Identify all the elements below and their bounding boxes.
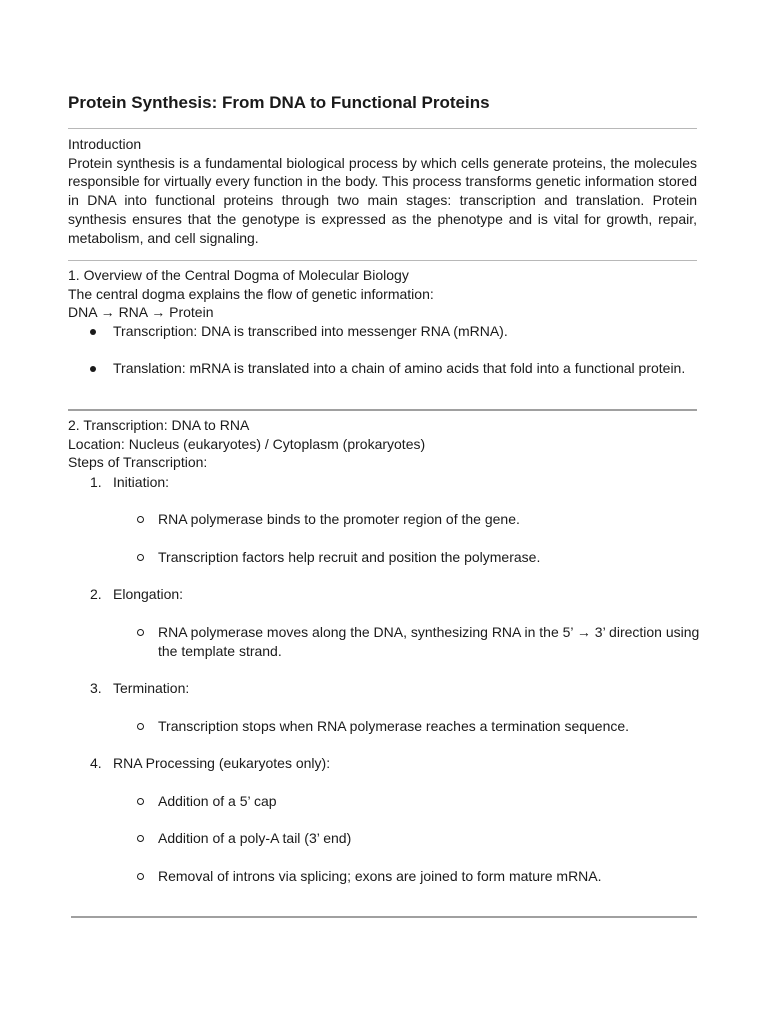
steps-label: Steps of Transcription: <box>68 454 208 471</box>
section-2-heading: 2. Transcription: DNA to RNA <box>68 417 250 433</box>
bullet-circle-icon <box>137 798 144 805</box>
step-number: 4. <box>90 755 102 771</box>
bullet-circle-icon <box>137 835 144 842</box>
subitem: RNA polymerase binds to the promoter region of the gene. <box>158 511 520 527</box>
divider-title <box>68 128 697 129</box>
bullet-dot-icon <box>90 366 96 372</box>
step-termination: Termination: <box>113 680 190 696</box>
section-2-header <box>68 416 697 472</box>
subitem: Addition of a 5’ cap <box>158 793 277 809</box>
section-2-location: Location: Nucleus (eukaryotes) / Cytoplasm (prokaryotes) <box>68 435 426 452</box>
subitem: Addition of a poly-A tail (3’ end) <box>158 830 352 846</box>
document-title: Protein Synthesis: From DNA to Functional Proteins <box>68 93 490 112</box>
bullet-circle-icon <box>137 554 144 561</box>
bullet-dot-icon <box>90 329 96 335</box>
subitem: Transcription stops when RNA polymerase reaches a termination sequence. <box>158 718 630 734</box>
bullet-circle-icon <box>137 873 144 880</box>
subitem: Transcription factors help recruit and position the polymerase. <box>158 549 541 565</box>
step-elongation: Elongation: <box>113 586 184 602</box>
bullet-circle-icon <box>137 516 144 523</box>
section-1-heading: 1. Overview of the Central Dogma of Molecular Biology <box>68 267 409 283</box>
subitem: RNA polymerase moves along the DNA, synthesizing RNA in the 5’ → 3’ direction using <box>158 624 700 640</box>
central-dogma-flow: DNA → RNA → Protein <box>68 304 214 321</box>
divider-section-1 <box>68 409 697 411</box>
section-1-header <box>68 266 697 322</box>
intro-section <box>68 135 697 248</box>
divider-intro <box>68 260 697 261</box>
bullet-circle-icon <box>137 723 144 730</box>
step-number: 2. <box>90 586 102 602</box>
intro-paragraph: Protein synthesis is a fundamental biological process by which cells generate proteins, the molecules responsible for virtually every function in the body. This process transforms genetic information stored in DNA into functional proteins through two main stages: transcription and translation. Protein synthesis ensures that the genotype is expressed as the phenotype and is vital for growth, repair, metabolism, and cell signaling. <box>68 154 697 246</box>
bullet-circle-icon <box>137 629 144 636</box>
bullet-transcription: Transcription: DNA is transcribed into messenger RNA (mRNA). <box>113 323 508 339</box>
step-number: 3. <box>90 680 102 696</box>
subitem: Removal of introns via splicing; exons are joined to form mature mRNA. <box>158 868 602 884</box>
intro-heading: Introduction <box>68 136 142 152</box>
bullet-translation: Translation: mRNA is translated into a chain of amino acids that fold into a functional protein. <box>113 360 686 376</box>
divider-section-2 <box>71 916 697 918</box>
step-rna-processing: RNA Processing (eukaryotes only): <box>113 755 331 771</box>
step-initiation: Initiation: <box>113 474 170 490</box>
step-number: 1. <box>90 474 102 490</box>
section-1-text: The central dogma explains the flow of genetic information: <box>68 285 434 302</box>
subitem-continuation: the template strand. <box>158 643 282 659</box>
